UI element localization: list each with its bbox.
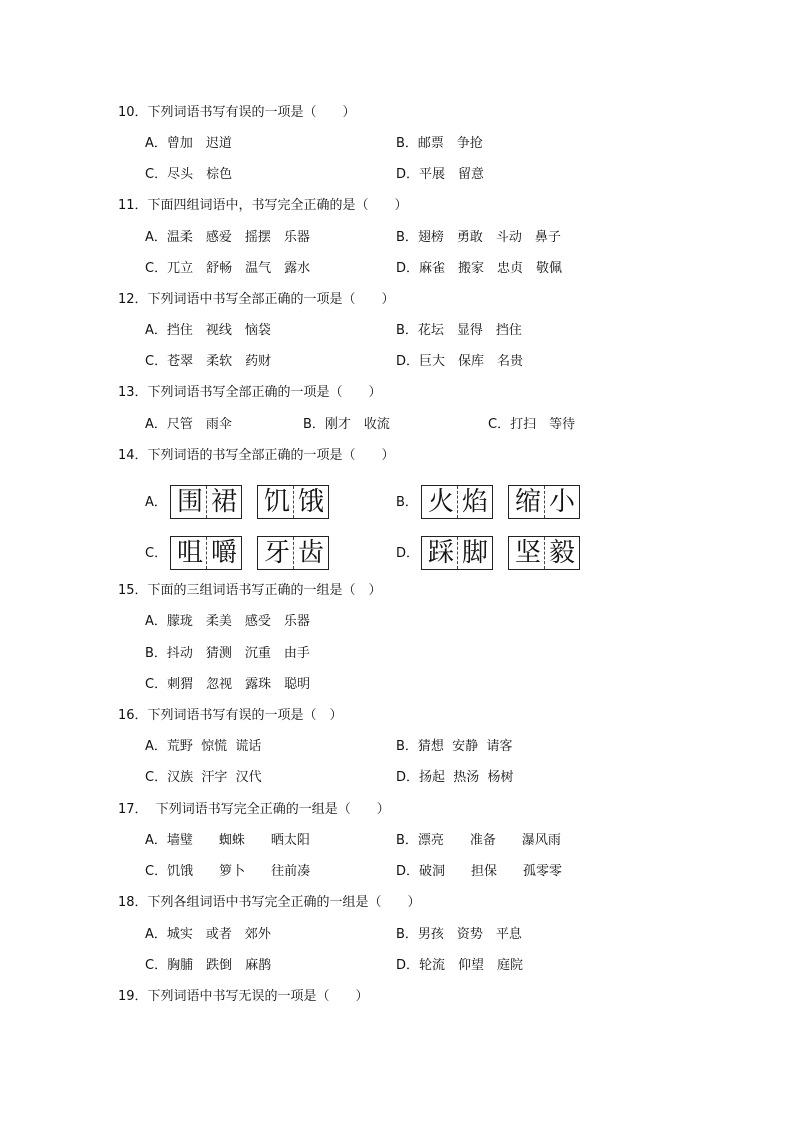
question-13-option-a[interactable]: A．尺管 雨伞 [145,417,232,432]
question-17-option-b[interactable]: B．漂亮 准备 瀑风雨 [396,833,561,848]
question-14-option-d-word-1[interactable] [421,536,493,570]
question-14-option-b-word-1[interactable] [421,485,493,519]
question-14-stem: 14．下列词语的书写全部正确的一项是（ ） [118,448,395,463]
question-10-option-b[interactable]: B．邮票 争抢 [396,136,483,151]
grid-divider [293,537,294,569]
question-17-option-a[interactable]: A．墙璧 蜘蛛 晒太阳 [145,833,310,848]
question-14-option-a-word-1[interactable] [170,485,242,519]
question-11-option-a[interactable]: A．温柔 感爱 摇摆 乐器 [145,230,310,245]
question-12-option-d[interactable]: D．巨大 保库 名贵 [396,354,524,369]
question-18-option-d[interactable]: D．轮流 仰望 庭院 [396,958,524,973]
question-11-option-c[interactable]: C．兀立 舒畅 温气 露水 [145,261,311,276]
question-10-stem: 10．下列词语书写有误的一项是（ ） [118,105,356,120]
char-box: 饥 [263,487,290,517]
question-18-option-a[interactable]: A．城实 或者 郊外 [145,927,271,942]
question-17-option-d[interactable]: D．破洞 担保 孤零零 [396,864,563,879]
question-12-option-c[interactable]: C．苍翠 柔软 药财 [145,354,272,369]
question-18-stem: 18．下列各组词语中书写完全正确的一组是（ ） [118,895,421,910]
question-14-option-a-word-2[interactable] [257,485,329,519]
question-16-stem: 16．下列词语书写有误的一项是（ ） [118,708,343,723]
question-16-option-a[interactable]: A．荒野 惊慌 谎话 [145,739,262,754]
grid-divider [206,486,207,518]
question-16-option-d[interactable]: D．扬起 热汤 杨树 [396,770,514,785]
char-box: 嚼 [210,538,237,568]
question-17-option-c[interactable]: C．饥饿 箩卜 往前凑 [145,864,311,879]
question-14-option-a-label[interactable]: A． [145,495,167,510]
question-14-option-c-word-1[interactable] [170,536,242,570]
question-15-option-a[interactable]: A．朦珑 柔美 感受 乐器 [145,614,310,629]
char-box: 火 [427,487,454,517]
question-10-option-c[interactable]: C．尽头 棕色 [145,167,233,182]
char-box: 小 [548,487,575,517]
grid-divider [544,537,545,569]
question-14-option-d-label[interactable]: D． [396,546,420,561]
question-11-stem: 11．下面四组词语中，书写完全正确的是（ ） [118,198,408,213]
question-14-option-b-label[interactable]: B． [396,495,418,510]
question-15-option-c[interactable]: C．刺猬 忽视 露珠 聪明 [145,677,311,692]
question-17-stem: 17． 下列词语书写完全正确的一组是（ ） [118,802,390,817]
question-11-option-b[interactable]: B．翅榜 勇敢 斗动 鼻子 [396,230,561,245]
char-box: 齿 [297,538,324,568]
char-box: 围 [176,487,203,517]
question-14-option-d-word-2[interactable] [508,536,580,570]
question-19-stem: 19．下列词语中书写无误的一项是（ ） [118,989,369,1004]
char-box: 脚 [461,538,488,568]
question-13-option-b[interactable]: B．刚才 收流 [303,417,390,432]
question-12-stem: 12．下列词语中书写全部正确的一项是（ ） [118,292,395,307]
question-15-option-b[interactable]: B．抖动 猜测 沉重 由手 [145,646,310,661]
char-box: 牙 [263,538,290,568]
question-14-option-c-label[interactable]: C． [145,546,168,561]
grid-divider [457,486,458,518]
question-16-option-b[interactable]: B．猜想 安静 请客 [396,739,513,754]
question-15-stem: 15．下面的三组词语书写正确的一组是（ ） [118,583,382,598]
question-14-option-b-word-2[interactable] [508,485,580,519]
char-box: 毅 [548,538,575,568]
question-16-option-c[interactable]: C．汉族 汗字 汉代 [145,770,262,785]
grid-divider [457,537,458,569]
question-18-option-b[interactable]: B．男孩 资势 平息 [396,927,522,942]
question-18-option-c[interactable]: C．胸脯 跌倒 麻鹊 [145,958,272,973]
grid-divider [293,486,294,518]
char-box: 坚 [514,538,541,568]
char-box: 饿 [297,487,324,517]
char-box: 咀 [176,538,203,568]
char-box: 裙 [210,487,237,517]
question-10-option-d[interactable]: D．平展 留意 [396,167,485,182]
question-13-option-c[interactable]: C．打扫 等待 [488,417,576,432]
question-10-option-a[interactable]: A．曾加 迟道 [145,136,232,151]
question-14-option-c-word-2[interactable] [257,536,329,570]
char-box: 焰 [461,487,488,517]
grid-divider [206,537,207,569]
char-box: 缩 [514,487,541,517]
char-box: 踩 [427,538,454,568]
grid-divider [544,486,545,518]
question-11-option-d[interactable]: D．麻雀 搬家 忠贞 敬佩 [396,261,563,276]
question-12-option-b[interactable]: B．花坛 显得 挡住 [396,323,522,338]
question-12-option-a[interactable]: A．挡住 视线 恼袋 [145,323,271,338]
question-13-stem: 13．下列词语书写全部正确的一项是（ ） [118,385,382,400]
